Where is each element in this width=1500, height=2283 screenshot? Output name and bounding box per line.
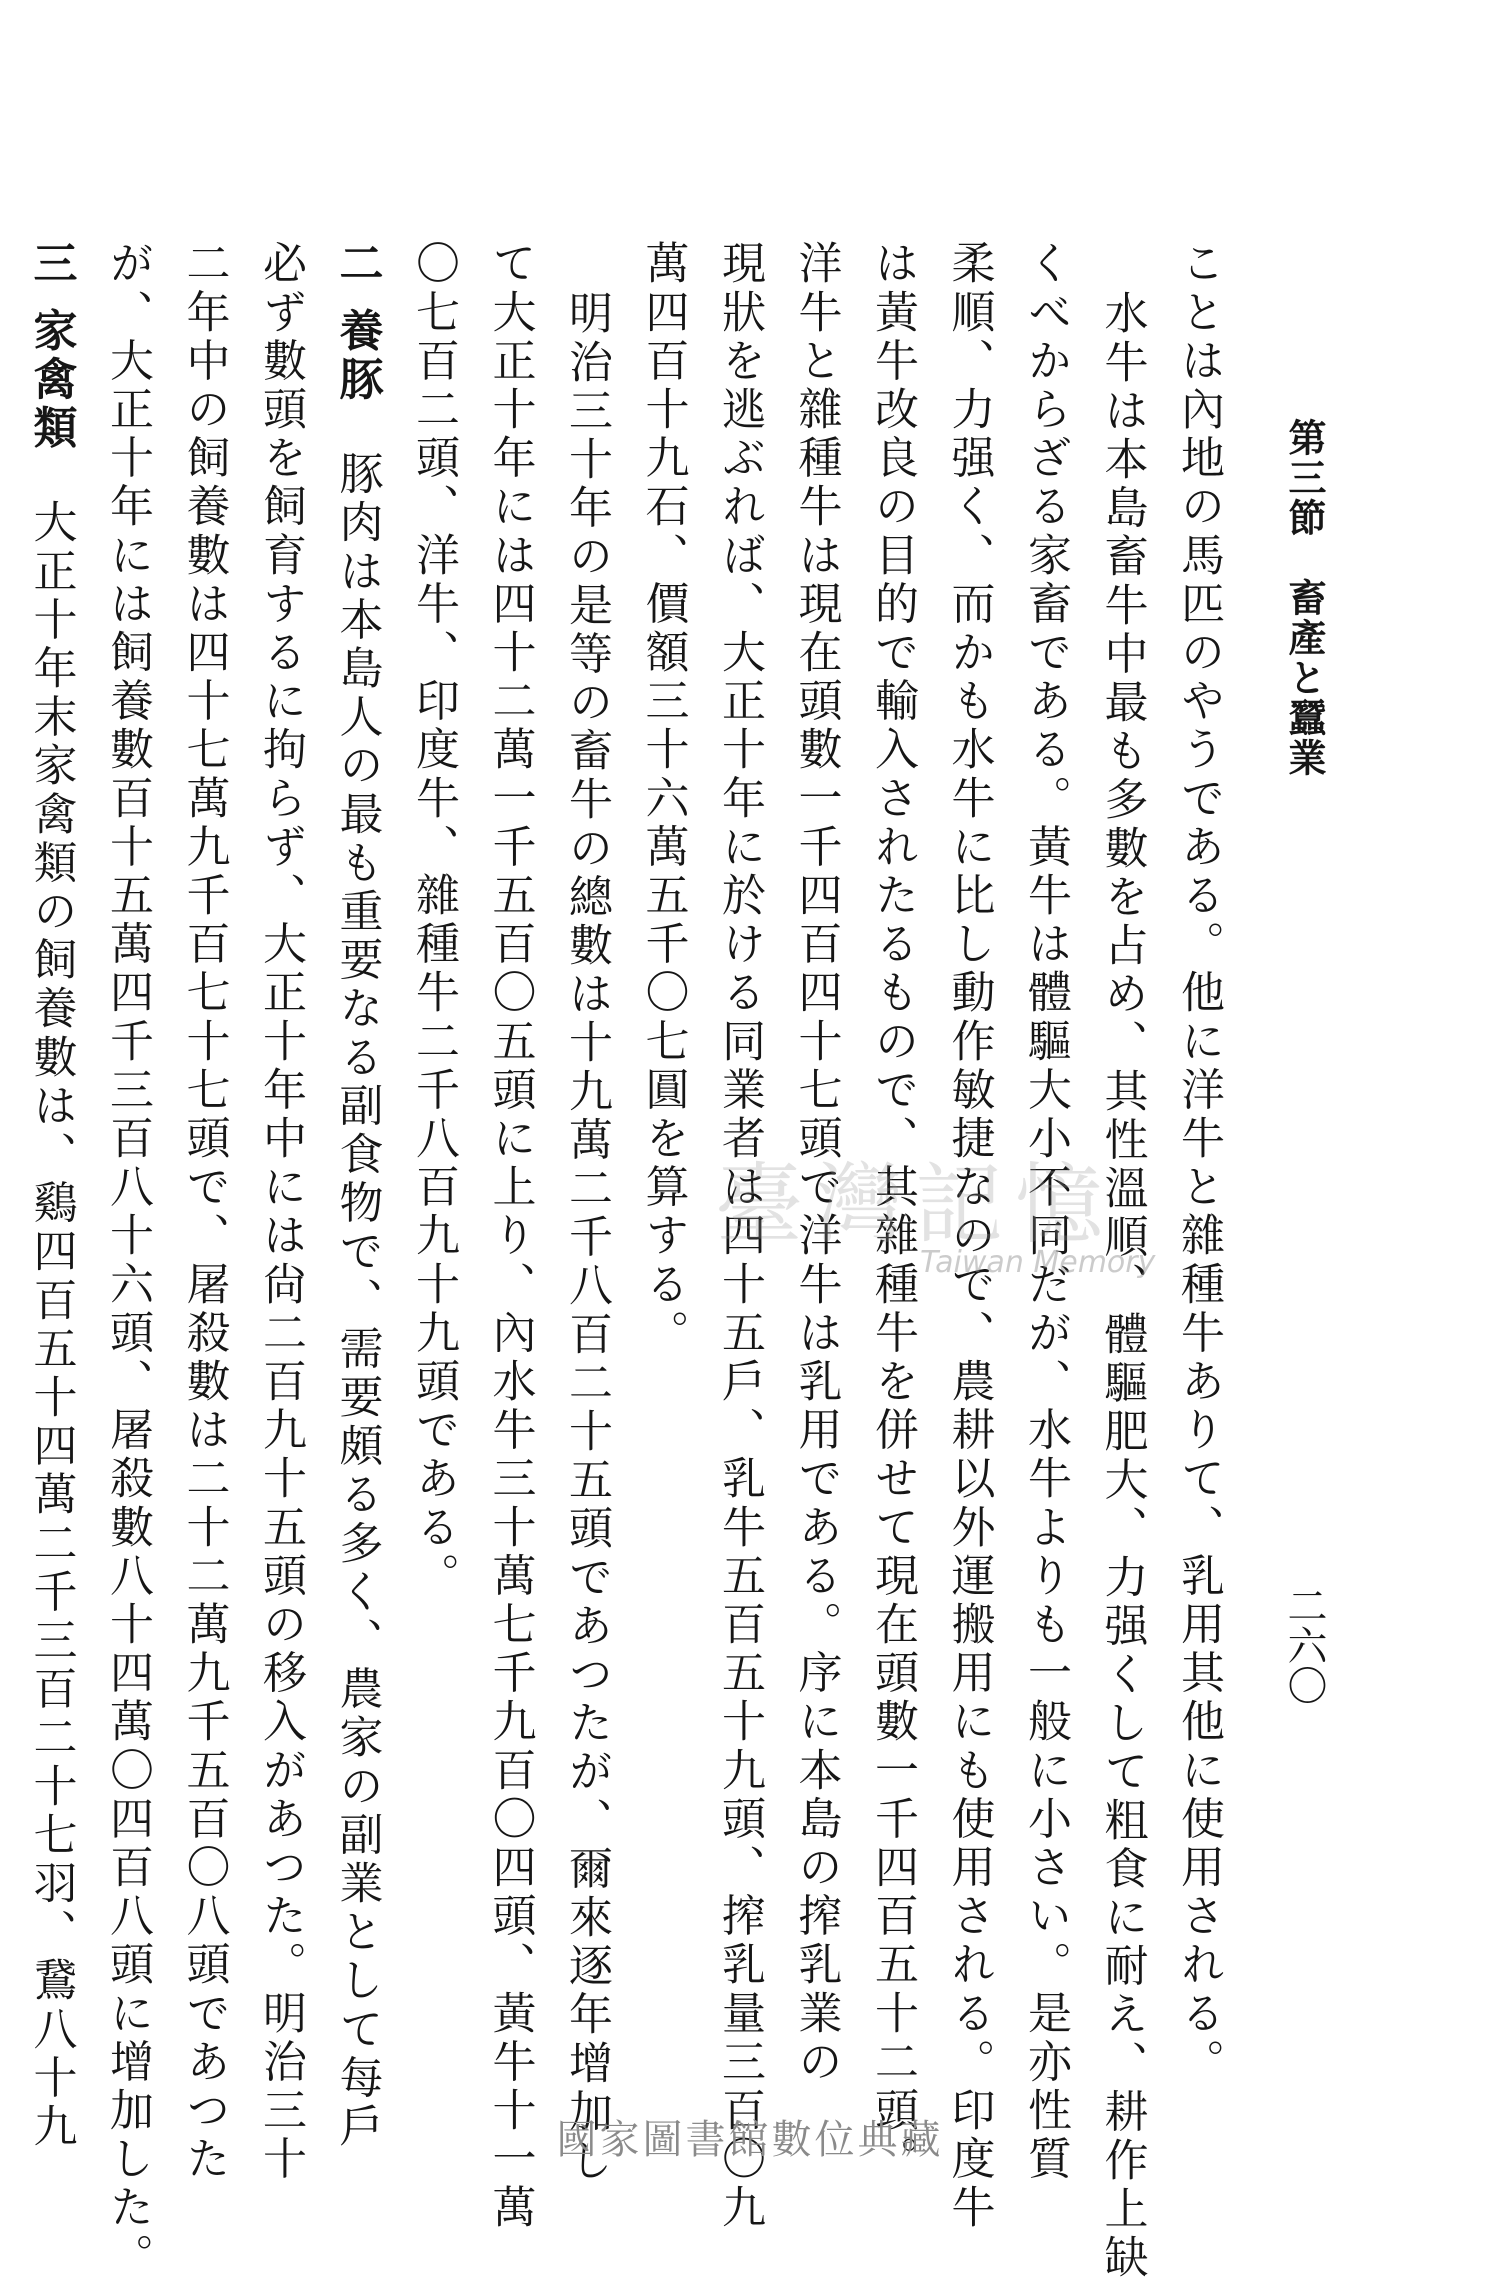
text-line: 現狀を逃ぶれば、大正十年に於ける同業者は四十五戶、乳牛五百五十九頭、搾乳量三百〇九 — [714, 240, 765, 2233]
section-title: 畜產と蠶業 — [1282, 578, 1327, 778]
text-line: 二年中の飼養數は四十七萬九千百七十七頭で、屠殺數は二十二萬九千五百〇八頭であつた — [178, 240, 230, 2184]
section-heading-line — [318, 240, 395, 2152]
heading-number: 二 — [331, 240, 383, 289]
text-line: 必ず數頭を飼育するに拘らず、大正十年中には尙二百九十五頭の移入があつた。明治三十 — [255, 240, 306, 2184]
text-line: て大正十年には四十二萬一千五百〇五頭に上り、內水牛三十萬七千九百〇四頭、黃牛十一萬 — [484, 240, 536, 2233]
running-head — [1272, 418, 1336, 778]
text-line: 水牛は本島畜牛中最も多數を占め、其性溫順、體驅肥大、力强くして粗食に耐え、耕作上缺 — [1096, 290, 1148, 2283]
section-heading-line — [12, 240, 89, 2152]
text-line: 柔順、力强く、而かも水牛に比し動作敏捷なので、農耕以外運搬用にも使用される。印度牛 — [943, 240, 995, 2233]
text-line: が、大正十年には飼養數百十五萬四千三百八十六頭、屠殺數八十四萬〇四百八頭に增加した。 — [102, 240, 153, 2282]
text-line: 萬四百十九石、價額三十六萬五千〇七圓を算する。 — [637, 240, 689, 1358]
watermark-logo: 臺灣記憶 — [715, 1153, 1116, 1256]
footer-credit: 國家圖書館數位典藏 — [556, 2117, 944, 2163]
text-line: くべからざる家畜である。黃牛は體驅大小不同だが、水牛よりも一般に小さい。是亦性質 — [1020, 240, 1071, 2184]
heading-title: 家禽類 — [25, 307, 77, 454]
text-line: 洋牛と雜種牛は現在頭數一千四百四十七頭で洋牛は乳用である。序に本島の搾乳業の — [790, 240, 842, 2087]
text-line: 明治三十年の是等の畜牛の總數は十九萬二千八百二十五頭であつたが、爾來逐年增加し — [561, 290, 612, 2186]
page-number: 二六〇 — [1281, 1585, 1327, 1705]
heading-number: 三 — [25, 240, 77, 289]
section-number: 第三節 — [1282, 418, 1327, 538]
text-line: ことは內地の馬匹のやうである。他に洋牛と雜種牛ありて、乳用其他に使用される。 — [1173, 240, 1224, 2087]
heading-text: 豚肉は本島人の最も重要なる副食物で、需要頗る多く、農家の副業として每戶 — [331, 450, 383, 2152]
text-line: 〇七百二頭、洋牛、印度牛、雜種牛二千八百九十九頭である。 — [408, 240, 459, 1601]
text-line: は黃牛改良の目的で輸入されたるもので、其雜種牛を併せて現在頭數一千四百五十二頭。 — [867, 240, 918, 2184]
watermark-caption: Taiwan Memory — [920, 1245, 1156, 1280]
heading-text: 大正十年末家禽類の飼養數は、鷄四百五十四萬二千三百二十七羽、鵞八十九 — [25, 499, 77, 2152]
heading-title: 養豚 — [331, 307, 383, 405]
